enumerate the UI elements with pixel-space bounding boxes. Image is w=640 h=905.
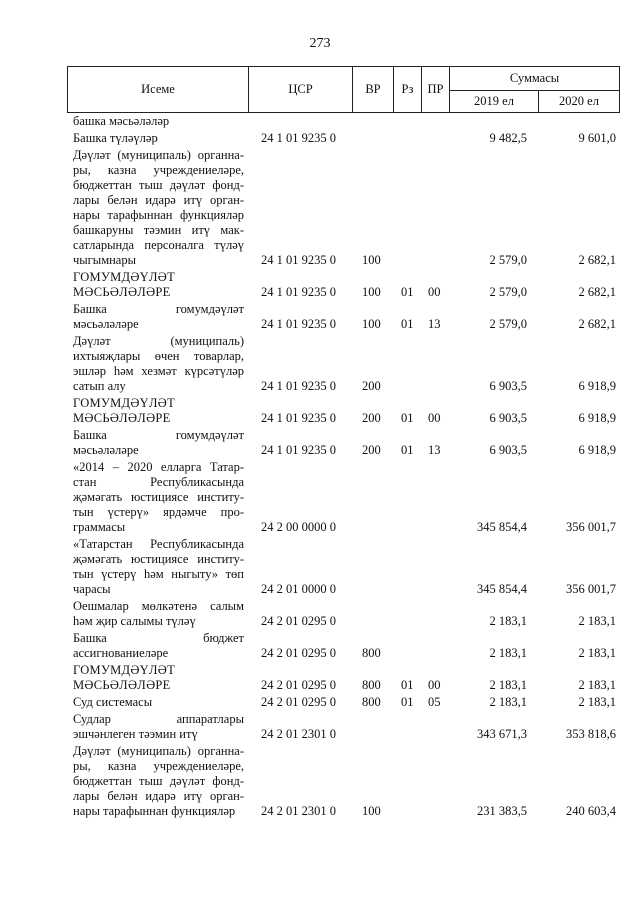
row-sum-2019: 2 183,1 xyxy=(489,678,527,692)
row-pr: 00 xyxy=(428,678,441,692)
row-name xyxy=(73,631,244,661)
row-csr: 24 2 01 0295 0 xyxy=(261,678,336,692)
row-name xyxy=(73,396,244,426)
row-name-line: граммасы xyxy=(73,520,126,534)
row-name-line: Суд системасы xyxy=(73,695,153,709)
row-name-line: башкаруны тәэмин итү мак- xyxy=(73,223,244,237)
row-name-line: лары белән идарә итү орган- xyxy=(73,789,244,803)
row-sum-2019: 2 183,1 xyxy=(489,695,527,709)
row-sum-2020: 2 682,1 xyxy=(578,253,616,267)
row-name-line: ассигнованиеләре xyxy=(73,646,169,660)
row-sum-2019: 345 854,4 xyxy=(477,520,527,534)
table-row xyxy=(0,114,640,129)
row-sum-2020: 2 183,1 xyxy=(578,646,616,660)
row-csr: 24 2 00 0000 0 xyxy=(261,520,336,534)
row-sum-2019: 2 183,1 xyxy=(489,614,527,628)
row-csr: 24 1 01 9235 0 xyxy=(261,285,336,299)
row-vr: 100 xyxy=(362,317,381,331)
row-name xyxy=(73,695,244,710)
row-csr: 24 2 01 0295 0 xyxy=(261,646,336,660)
row-sum-2019: 231 383,5 xyxy=(477,804,527,818)
row-sum-2020: 353 818,6 xyxy=(566,727,616,741)
row-name-line: чыгымнары xyxy=(73,253,137,267)
row-name xyxy=(73,148,244,268)
row-vr: 200 xyxy=(362,379,381,393)
row-vr: 800 xyxy=(362,678,381,692)
row-name-line: бюджеттан тыш дәүләт фонд- xyxy=(73,774,244,788)
row-sum-2020: 356 001,7 xyxy=(566,520,616,534)
row-sum-2019: 6 903,5 xyxy=(489,411,527,425)
row-name xyxy=(73,302,244,332)
row-name-line: эшләр һәм хезмәт күрсәтүләр xyxy=(73,364,244,378)
row-name-line: ГОМУМДӘҮЛӘТ xyxy=(73,663,176,677)
row-csr: 24 1 01 9235 0 xyxy=(261,411,336,425)
row-name-line: Башка гомумдәүләт xyxy=(73,302,244,316)
row-sum-2019: 9 482,5 xyxy=(489,131,527,145)
table-row xyxy=(0,270,640,300)
row-pr: 13 xyxy=(428,317,441,331)
table-row xyxy=(0,460,640,535)
row-sum-2020: 2 183,1 xyxy=(578,695,616,709)
row-name xyxy=(73,537,244,597)
row-name-line: ихтыяҗлары өчен товарлар, xyxy=(73,349,244,363)
row-name-line: ры, казна учреждениеләре, xyxy=(73,163,244,177)
row-sum-2019: 2 183,1 xyxy=(489,646,527,660)
row-sum-2019: 6 903,5 xyxy=(489,379,527,393)
row-name-line: Дәүләт (муниципаль) органна- xyxy=(73,148,244,162)
row-name-line: Дәүләт (муниципаль) xyxy=(73,334,244,348)
row-name-line: башка мәсьәләләр xyxy=(73,114,170,128)
row-name xyxy=(73,334,244,394)
row-sum-2020: 6 918,9 xyxy=(578,379,616,393)
row-sum-2020: 2 682,1 xyxy=(578,285,616,299)
row-vr: 200 xyxy=(362,411,381,425)
row-name-line: мәсьәләләре xyxy=(73,443,139,457)
row-sum-2020: 6 918,9 xyxy=(578,443,616,457)
row-name-line: МӘСЬӘЛӘЛӘРЕ xyxy=(73,678,171,692)
row-vr: 800 xyxy=(362,695,381,709)
row-name-line: тын үстерү һәм ныгыту» төп xyxy=(73,567,244,581)
header-year-2019: 2019 ел xyxy=(450,91,539,113)
row-csr: 24 2 01 0295 0 xyxy=(261,614,336,628)
row-name-line: тын үстерү» ярдәмче про- xyxy=(73,505,244,519)
row-name-line: бюджеттан тыш дәүләт фонд- xyxy=(73,178,244,192)
row-name-line: МӘСЬӘЛӘЛӘРЕ xyxy=(73,285,171,299)
row-name-line: Оешмалар мөлкәтенә салым xyxy=(73,599,244,613)
table-row xyxy=(0,428,640,458)
header-vr: ВР xyxy=(353,67,394,113)
row-name-line: нары тарафыннан функцияләр xyxy=(73,208,244,222)
row-name-line: чарасы xyxy=(73,582,111,596)
row-vr: 800 xyxy=(362,646,381,660)
row-vr: 100 xyxy=(362,285,381,299)
row-name-line: сатып алу xyxy=(73,379,126,393)
row-pr: 13 xyxy=(428,443,441,457)
row-sum-2020: 6 918,9 xyxy=(578,411,616,425)
header-rz: Рз xyxy=(394,67,422,113)
row-name-line: һәм җир салымы түләү xyxy=(73,614,196,628)
header-sums: Суммасы xyxy=(450,67,620,91)
row-sum-2020: 2 682,1 xyxy=(578,317,616,331)
row-name-line: Башка түләүләр xyxy=(73,131,158,145)
row-csr: 24 1 01 9235 0 xyxy=(261,379,336,393)
row-name xyxy=(73,712,244,742)
table-header xyxy=(67,66,620,113)
row-sum-2019: 343 671,3 xyxy=(477,727,527,741)
row-rz: 01 xyxy=(401,695,414,709)
row-name-line: Судлар аппаратлары xyxy=(73,712,244,726)
row-name-line: ГОМУМДӘҮЛӘТ xyxy=(73,270,176,284)
row-vr: 100 xyxy=(362,253,381,267)
row-name-line: җәмәгать юстициясе институ- xyxy=(73,490,244,504)
table-row xyxy=(0,131,640,146)
row-name xyxy=(73,114,244,129)
row-name-line: лары белән идарә итү орган- xyxy=(73,193,244,207)
header-year-2020: 2020 ел xyxy=(539,91,620,113)
row-name-line: Дәүләт (муниципаль) органна- xyxy=(73,744,244,758)
table-row xyxy=(0,695,640,710)
row-sum-2019: 2 579,0 xyxy=(489,317,527,331)
row-name-line: стан Республикасында xyxy=(73,475,244,489)
table-row xyxy=(0,334,640,394)
header-name: Исеме xyxy=(68,67,249,113)
row-csr: 24 2 01 0295 0 xyxy=(261,695,336,709)
row-name xyxy=(73,599,244,629)
row-csr: 24 1 01 9235 0 xyxy=(261,253,336,267)
row-sum-2019: 6 903,5 xyxy=(489,443,527,457)
row-csr: 24 1 01 9235 0 xyxy=(261,443,336,457)
table-row xyxy=(0,631,640,661)
row-name xyxy=(73,460,244,535)
row-name-line: ГОМУМДӘҮЛӘТ xyxy=(73,396,176,410)
row-csr: 24 2 01 2301 0 xyxy=(261,804,336,818)
row-name-line: нары тарафыннан функцияләр xyxy=(73,804,236,818)
table-row xyxy=(0,148,640,268)
row-name-line: МӘСЬӘЛӘЛӘРЕ xyxy=(73,411,171,425)
header-csr: ЦСР xyxy=(249,67,353,113)
header-pr: ПР xyxy=(422,67,450,113)
row-sum-2020: 2 183,1 xyxy=(578,614,616,628)
row-name-line: «2014 – 2020 елларга Татар- xyxy=(73,460,244,474)
row-name-line: сатларында персоналга түләү xyxy=(73,238,244,252)
page-number: 273 xyxy=(309,36,331,51)
row-sum-2019: 345 854,4 xyxy=(477,582,527,596)
table-row xyxy=(0,663,640,693)
row-sum-2020: 356 001,7 xyxy=(566,582,616,596)
row-name xyxy=(73,744,244,819)
row-name xyxy=(73,270,244,300)
row-csr: 24 2 01 2301 0 xyxy=(261,727,336,741)
table-row xyxy=(0,537,640,597)
row-rz: 01 xyxy=(401,411,414,425)
row-rz: 01 xyxy=(401,285,414,299)
table-row xyxy=(0,302,640,332)
row-name-line: мәсьәләләре xyxy=(73,317,139,331)
row-pr: 00 xyxy=(428,285,441,299)
row-name xyxy=(73,663,244,693)
row-csr: 24 2 01 0000 0 xyxy=(261,582,336,596)
row-csr: 24 1 01 9235 0 xyxy=(261,131,336,145)
row-name xyxy=(73,131,244,146)
row-csr: 24 1 01 9235 0 xyxy=(261,317,336,331)
row-rz: 01 xyxy=(401,678,414,692)
row-rz: 01 xyxy=(401,317,414,331)
row-name-line: эшчәнлеген тәэмин итү xyxy=(73,727,198,741)
row-sum-2019: 2 579,0 xyxy=(489,253,527,267)
row-name-line: «Татарстан Республикасында xyxy=(73,537,244,551)
row-pr: 05 xyxy=(428,695,441,709)
row-vr: 100 xyxy=(362,804,381,818)
row-sum-2020: 9 601,0 xyxy=(578,131,616,145)
row-vr: 200 xyxy=(362,443,381,457)
row-sum-2019: 2 579,0 xyxy=(489,285,527,299)
row-sum-2020: 240 603,4 xyxy=(566,804,616,818)
row-name-line: Башка гомумдәүләт xyxy=(73,428,244,442)
table-row xyxy=(0,599,640,629)
table-row xyxy=(0,744,640,819)
row-sum-2020: 2 183,1 xyxy=(578,678,616,692)
table-row xyxy=(0,396,640,426)
row-name-line: ры, казна учреждениеләре, xyxy=(73,759,244,773)
table-row xyxy=(0,712,640,742)
row-name-line: Башка бюджет xyxy=(73,631,244,645)
row-name xyxy=(73,428,244,458)
row-rz: 01 xyxy=(401,443,414,457)
row-pr: 00 xyxy=(428,411,441,425)
row-name-line: җәмәгать юстициясе институ- xyxy=(73,552,244,566)
